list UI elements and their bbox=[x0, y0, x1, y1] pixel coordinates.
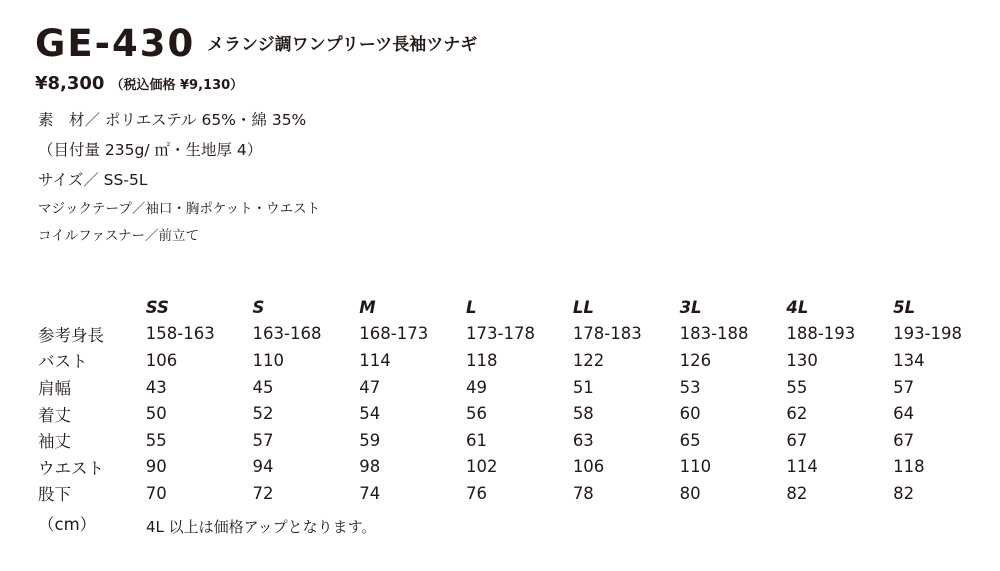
size-header: SS bbox=[145, 297, 169, 317]
table-cell: 72 bbox=[252, 483, 274, 503]
size-header: M bbox=[359, 297, 376, 317]
table-cell: 114 bbox=[359, 350, 391, 370]
table-cell: 74 bbox=[359, 483, 381, 503]
table-cell: 55 bbox=[145, 430, 167, 450]
table-row bbox=[38, 427, 1000, 454]
table-cell: 90 bbox=[145, 457, 167, 477]
table-cell: 70 bbox=[145, 483, 167, 503]
unit-label: （cm） bbox=[38, 515, 97, 534]
table-cell: 130 bbox=[786, 350, 818, 370]
table-cell: 56 bbox=[466, 404, 488, 424]
table-cell: 110 bbox=[679, 457, 712, 477]
spec-material: 素 材／ ポリエステル 65%・綿 35% bbox=[38, 111, 307, 129]
table-cell: 54 bbox=[359, 404, 381, 424]
table-cell: 82 bbox=[893, 483, 915, 503]
table-cell: 64 bbox=[893, 404, 915, 424]
spec-fabric-weight: （目付量 235g/ ㎡・生地厚 4） bbox=[38, 141, 263, 159]
row-label-length: 着丈 bbox=[38, 405, 71, 425]
table-cell: 126 bbox=[679, 350, 712, 370]
size-header: S bbox=[252, 297, 265, 317]
table-cell: 106 bbox=[145, 350, 178, 370]
size-header-corner bbox=[38, 294, 146, 321]
row-label-inseam: 股下 bbox=[38, 485, 71, 505]
price: ¥8,300 bbox=[35, 73, 105, 94]
table-cell: 122 bbox=[572, 350, 605, 370]
price-note: 4L 以上は価格アップとなります。 bbox=[146, 518, 377, 536]
table-cell: 53 bbox=[679, 377, 701, 397]
table-row bbox=[38, 480, 1000, 507]
table-cell: 61 bbox=[466, 430, 488, 450]
table-cell: 158-163 bbox=[145, 324, 215, 344]
table-cell: 60 bbox=[679, 404, 701, 424]
product-code: GE-430 bbox=[35, 22, 196, 65]
size-header-row bbox=[38, 294, 1000, 321]
spec-size-range: サイズ／ SS-5L bbox=[38, 171, 148, 189]
table-cell: 78 bbox=[572, 483, 594, 503]
row-label-shoulder: 肩幅 bbox=[38, 379, 71, 399]
product-name: メランジ調ワンプリーツ長袖ツナギ bbox=[207, 35, 478, 55]
table-cell: 163-168 bbox=[252, 324, 322, 344]
table-cell: 168-173 bbox=[359, 324, 429, 344]
table-cell: 63 bbox=[572, 430, 594, 450]
size-header: LL bbox=[572, 297, 594, 317]
table-cell: 82 bbox=[786, 483, 808, 503]
price-line bbox=[35, 73, 243, 97]
price-tax-included: （税込価格 ¥9,130） bbox=[110, 78, 244, 93]
table-cell: 65 bbox=[679, 430, 701, 450]
table-cell: 183-188 bbox=[679, 324, 749, 344]
size-header: 3L bbox=[679, 297, 702, 317]
table-cell: 76 bbox=[466, 483, 488, 503]
spec-velcro: マジックテープ／袖口・胸ポケット・ウエスト bbox=[38, 201, 321, 217]
table-cell: 118 bbox=[466, 350, 498, 370]
table-cell: 67 bbox=[786, 430, 808, 450]
table-cell: 49 bbox=[466, 377, 488, 397]
row-label-waist: ウエスト bbox=[38, 458, 104, 478]
table-cell: 51 bbox=[572, 377, 594, 397]
spec-zipper: コイルファスナー／前立て bbox=[38, 228, 200, 244]
table-row bbox=[38, 400, 1000, 427]
table-cell: 188-193 bbox=[786, 324, 856, 344]
table-row bbox=[38, 454, 1000, 481]
size-header: L bbox=[466, 297, 477, 317]
table-cell: 45 bbox=[252, 377, 274, 397]
table-cell: 80 bbox=[679, 483, 701, 503]
table-cell: 193-198 bbox=[893, 324, 963, 344]
table-cell: 98 bbox=[359, 457, 381, 477]
table-cell: 106 bbox=[572, 457, 605, 477]
table-cell: 102 bbox=[466, 457, 498, 477]
table-cell: 110 bbox=[252, 350, 285, 370]
table-cell: 178-183 bbox=[572, 324, 642, 344]
table-row bbox=[38, 374, 1000, 401]
table-cell: 58 bbox=[572, 404, 594, 424]
table-cell: 62 bbox=[786, 404, 808, 424]
table-cell: 50 bbox=[145, 404, 167, 424]
table-cell: 52 bbox=[252, 404, 274, 424]
table-cell: 67 bbox=[893, 430, 915, 450]
size-header: 5L bbox=[893, 297, 916, 317]
table-cell: 55 bbox=[786, 377, 808, 397]
size-chart bbox=[38, 294, 1000, 507]
table-row bbox=[38, 321, 1000, 348]
size-header: 4L bbox=[786, 297, 809, 317]
table-cell: 57 bbox=[252, 430, 274, 450]
table-cell: 134 bbox=[893, 350, 925, 370]
table-cell: 57 bbox=[893, 377, 915, 397]
table-row bbox=[38, 347, 1000, 374]
table-cell: 94 bbox=[252, 457, 274, 477]
table-cell: 43 bbox=[145, 377, 167, 397]
table-cell: 173-178 bbox=[466, 324, 535, 344]
row-label-sleeve: 袖丈 bbox=[38, 432, 71, 452]
table-cell: 47 bbox=[359, 377, 381, 397]
table-cell: 114 bbox=[786, 457, 818, 477]
table-cell: 59 bbox=[359, 430, 381, 450]
row-label-height: 参考身長 bbox=[38, 325, 104, 345]
row-label-bust: バスト bbox=[38, 352, 88, 372]
table-cell: 118 bbox=[893, 457, 925, 477]
